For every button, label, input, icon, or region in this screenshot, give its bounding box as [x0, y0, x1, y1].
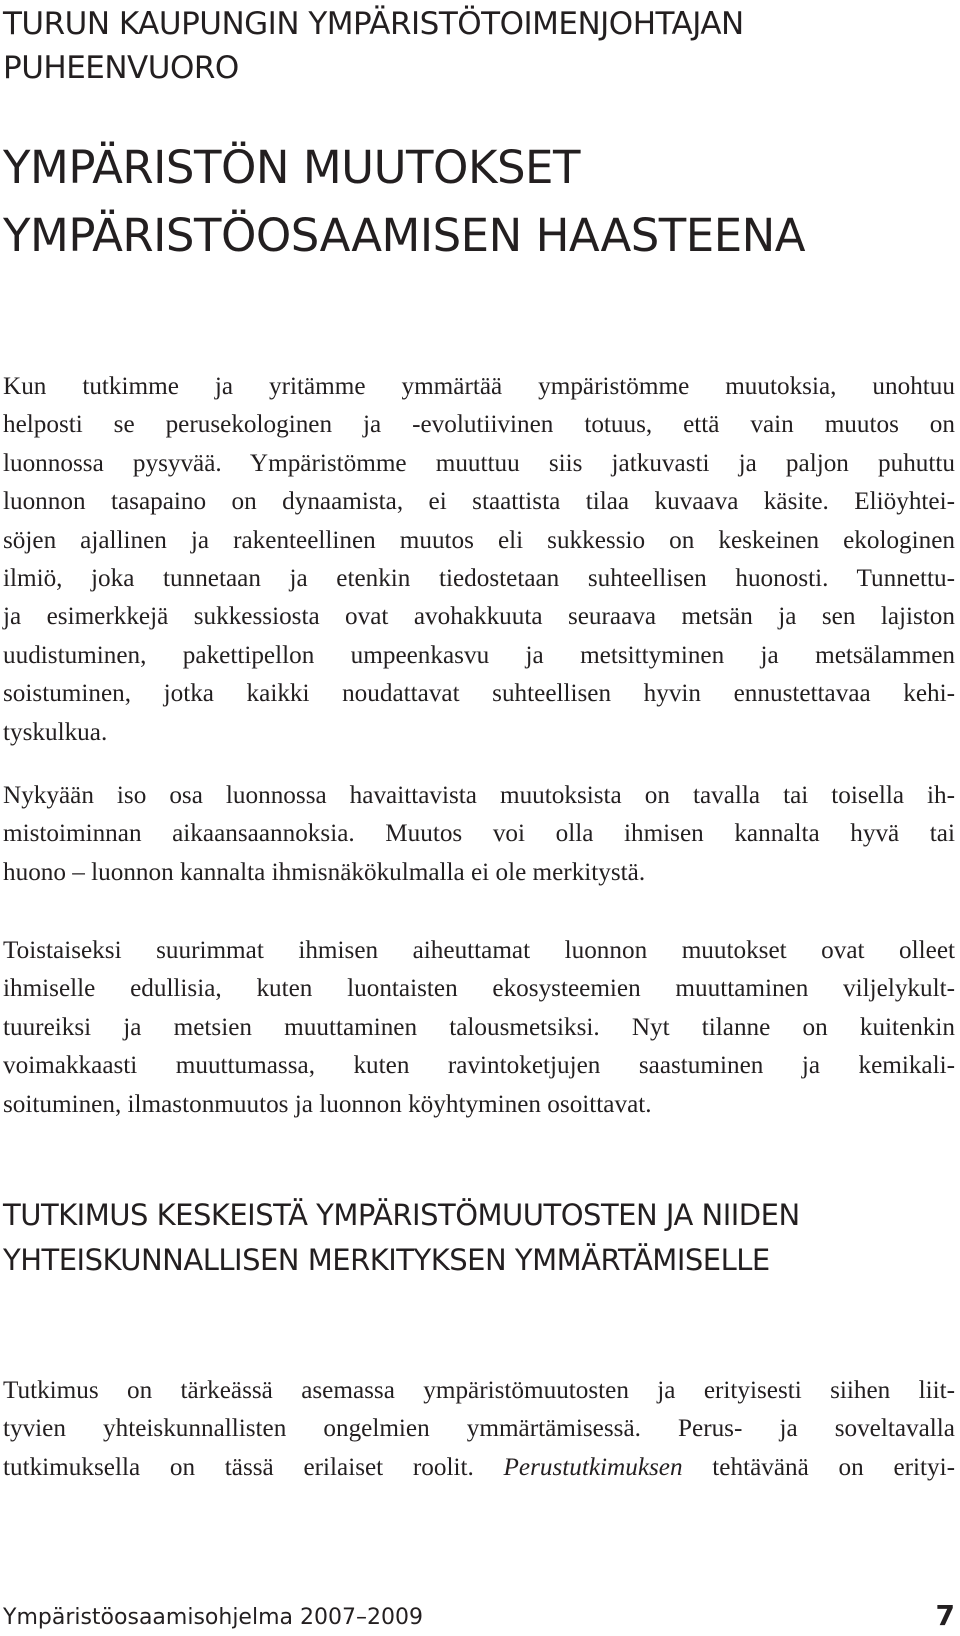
publication-title: Ympäristöosaamisohjelma 2007–2009 — [3, 1605, 423, 1630]
text-line: Toistaiseksi suurimmat ihmisen aiheuttamat luonnon muutokset ovat olleet — [3, 937, 955, 964]
text-line: uudistuminen, pakettipellon umpeenkasvu ja metsittyminen ja metsälammen — [3, 641, 955, 669]
body-paragraph-1 — [3, 368, 955, 752]
text-run: tutkimuksella on tässä erilaiset roolit. — [3, 1453, 504, 1481]
kicker-line: PUHEENVUORO — [3, 50, 239, 86]
text-line: ihmiselle edullisia, kuten luontaisten ekosysteemien muuttaminen viljelykult- — [3, 975, 955, 1003]
text-line: tyskulkua. — [3, 718, 108, 746]
body-paragraph-2 — [3, 777, 955, 892]
text-line: mistoiminnan aikaansaannoksia. Muutos voi olla ihmisen kannalta hyvä tai — [3, 820, 955, 848]
section-heading-line: YHTEISKUNNALLISEN MERKITYKSEN YMMÄRTÄMISELLE — [3, 1243, 770, 1277]
text-line: tuureiksi ja metsien muuttaminen talousmetsiksi. Nyt tilanne on kuitenkin — [3, 1013, 955, 1041]
title-line: YMPÄRISTÖOSAAMISEN HAASTEENA — [3, 209, 806, 262]
text-line: Nykyään iso osa luonnossa havaittavista muutoksista on tavalla tai toisella ih- — [3, 782, 955, 809]
text-line: voimakkaasti muuttumassa, kuten ravintoketjujen saastuminen ja kemikali- — [3, 1052, 955, 1080]
text-line: helposti se perusekologinen ja -evolutiivinen totuus, että vain muutos on — [3, 411, 955, 439]
emphasized-term: Perustutkimuksen — [503, 1453, 683, 1481]
text-line: ilmiö, joka tunnetaan ja etenkin tiedostetaan suhteellisen huonosti. Tunnettu- — [3, 565, 955, 593]
section-heading-line: TUTKIMUS KESKEISTÄ YMPÄRISTÖMUUTOSTEN JA NIIDEN — [3, 1198, 800, 1232]
text-line: luonnon tasapaino on dynaamista, ei staattista tilaa kuvaava käsite. Eliöyhtei- — [3, 488, 955, 516]
text-line: ja esimerkkejä sukkessiosta ovat avohakkuuta seuraava metsän ja sen lajiston — [3, 603, 955, 631]
text-line — [3, 1449, 955, 1487]
page-footer — [3, 1599, 955, 1635]
section-kicker — [3, 2, 933, 90]
text-line: Kun tutkimme ja yritämme ymmärtää ympäristömme muutoksia, unohtuu — [3, 373, 955, 400]
text-line: soistuminen, jotka kaikki noudattavat suhteellisen hyvin ennustettavaa kehi- — [3, 680, 955, 708]
page-title — [3, 134, 943, 270]
text-line: Tutkimus on tärkeässä asemassa ympäristömuutosten ja erityisesti siihen liit- — [3, 1377, 955, 1404]
text-line: tyvien yhteiskunnallisten ongelmien ymmärtämisessä. Perus- ja soveltavalla — [3, 1415, 955, 1443]
page-number: 7 — [935, 1599, 955, 1632]
body-paragraph-3 — [3, 932, 955, 1124]
title-line: YMPÄRISTÖN MUUTOKSET — [3, 141, 580, 194]
kicker-line: TURUN KAUPUNGIN YMPÄRISTÖTOIMENJOHTAJAN — [3, 6, 744, 42]
text-line: söjen ajallinen ja rakenteellinen muutos eli sukkessio on keskeinen ekologinen — [3, 526, 955, 554]
text-line: luonnossa pysyvää. Ympäristömme muuttuu siis jatkuvasti ja paljon puhuttu — [3, 449, 955, 477]
text-line: huono – luonnon kannalta ihmisnäkökulmalla ei ole merkitystä. — [3, 858, 646, 886]
text-run: tehtävänä on erityi- — [682, 1453, 955, 1481]
body-paragraph-4 — [3, 1372, 955, 1487]
text-line: soituminen, ilmastonmuutos ja luonnon köyhtyminen osoittavat. — [3, 1090, 652, 1118]
section-heading — [3, 1193, 953, 1283]
